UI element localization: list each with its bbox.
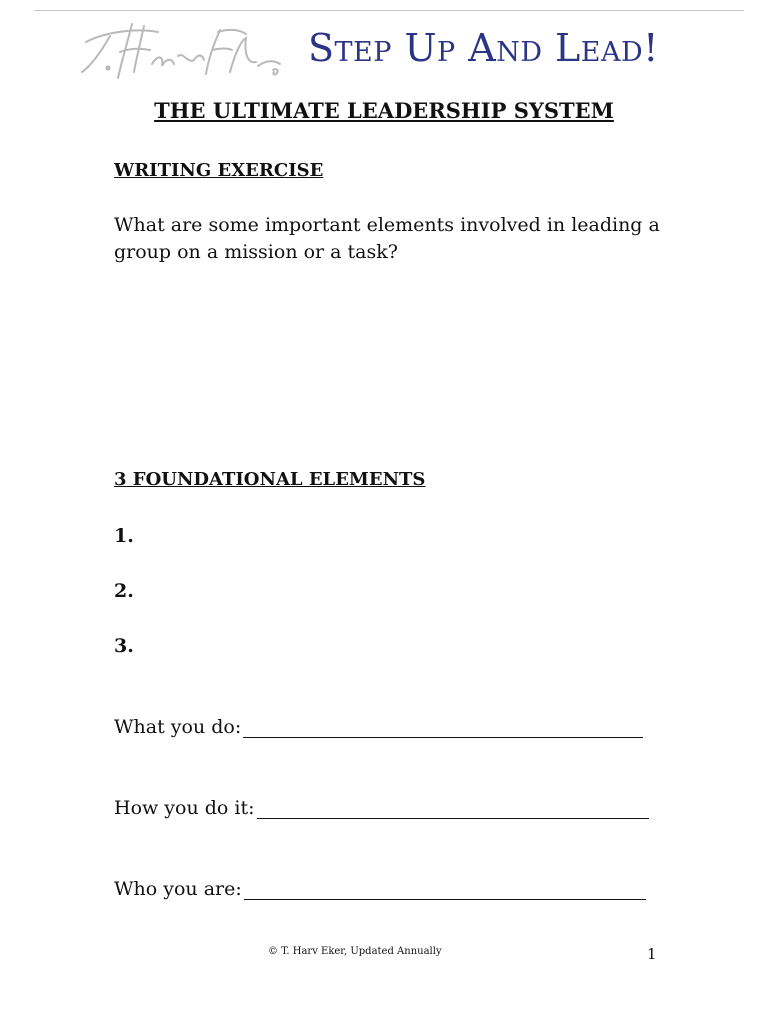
copyright-footer: © T. Harv Eker, Updated Annually — [268, 946, 442, 957]
blank-line-how-you-do-it[interactable] — [257, 800, 649, 819]
fill-line-how-you-do-it — [114, 797, 649, 819]
element-number-2: 2. — [114, 580, 134, 602]
document-title: THE ULTIMATE LEADERSHIP SYSTEM — [154, 98, 614, 123]
foundational-elements-heading: 3 FOUNDATIONAL ELEMENTS — [114, 469, 426, 490]
blank-line-who-you-are[interactable] — [244, 881, 646, 900]
exercise-question: What are some important elements involved in leading a group on a mission or a task? — [114, 214, 660, 263]
writing-exercise-heading: WRITING EXERCISE — [114, 160, 324, 181]
brand-title: Step Up And Lead! — [308, 26, 659, 70]
top-divider — [34, 10, 744, 11]
page-header — [80, 20, 720, 84]
blank-line-what-you-do[interactable] — [243, 719, 643, 738]
fill-line-label: What you do: — [114, 716, 242, 738]
element-number-3: 3. — [114, 635, 134, 657]
fill-line-label: Who you are: — [114, 878, 242, 900]
element-number-1: 1. — [114, 525, 134, 547]
fill-line-who-you-are — [114, 878, 646, 900]
signature-logo — [80, 20, 285, 80]
fill-line-label: How you do it: — [114, 797, 255, 819]
fill-line-what-you-do — [114, 716, 643, 738]
page-number: 1 — [647, 945, 657, 963]
